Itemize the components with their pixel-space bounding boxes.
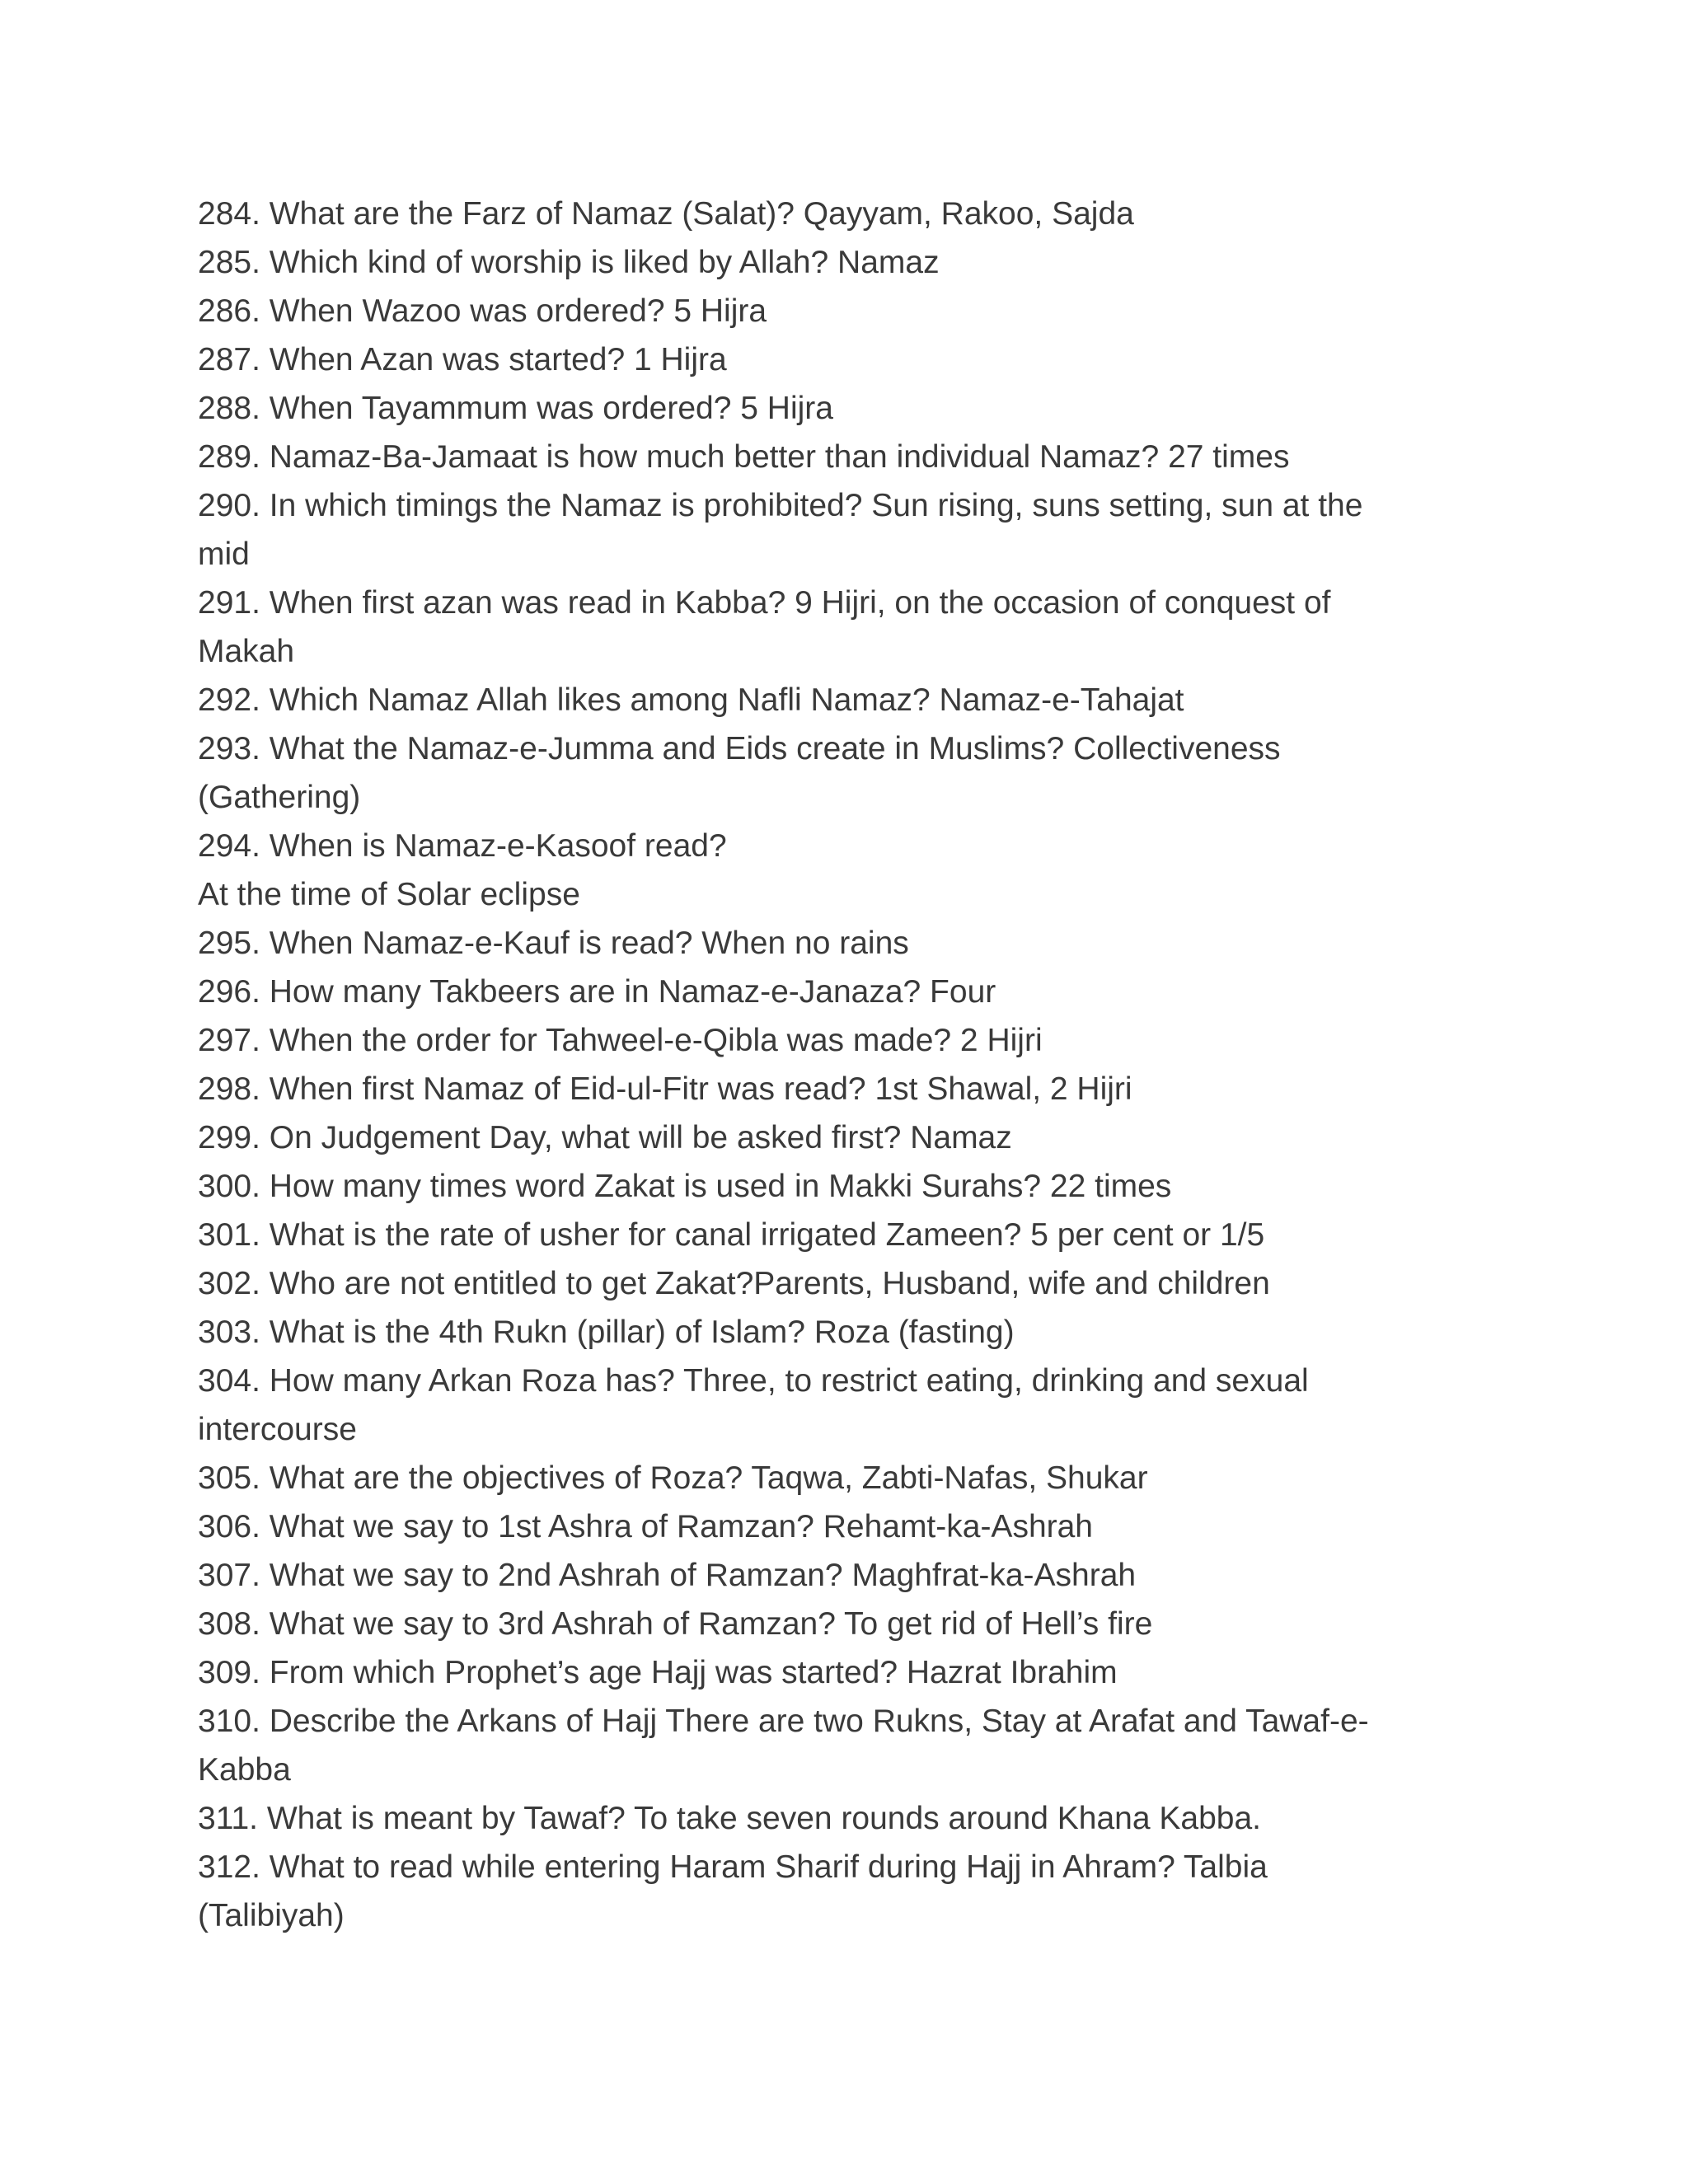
text-line: 292. Which Namaz Allah likes among Nafli Namaz? Namaz-e-Tahajat	[198, 682, 1184, 718]
text-line: 308. What we say to 3rd Ashrah of Ramzan? To get rid of Hell’s fire	[198, 1606, 1153, 1642]
text-line: 285. Which kind of worship is liked by Allah? Namaz	[198, 245, 940, 280]
text-line: mid	[198, 537, 250, 572]
text-line: 299. On Judgement Day, what will be asked first? Namaz	[198, 1120, 1012, 1155]
text-line: 286. When Wazoo was ordered? 5 Hijra	[198, 293, 767, 329]
text-line: 294. When is Namaz-e-Kasoof read?	[198, 828, 727, 864]
text-line: (Talibiyah)	[198, 1898, 345, 1933]
text-line: 312. What to read while entering Haram Sharif during Hajj in Ahram? Talbia	[198, 1849, 1268, 1885]
text-line: 300. How many times word Zakat is used in Makki Surahs? 22 times	[198, 1169, 1172, 1204]
text-line: 298. When first Namaz of Eid-ul-Fitr was read? 1st Shawal, 2 Hijri	[198, 1071, 1132, 1107]
text-line: intercourse	[198, 1412, 357, 1447]
text-line: 293. What the Namaz-e-Jumma and Eids create in Muslims? Collectiveness	[198, 731, 1281, 766]
text-line: 291. When first azan was read in Kabba? 9 Hijri, on the occasion of conquest of	[198, 585, 1331, 621]
text-line: 288. When Tayammum was ordered? 5 Hijra	[198, 391, 833, 426]
text-line: 296. How many Takbeers are in Namaz-e-Janaza? Four	[198, 974, 996, 1010]
text-line: 306. What we say to 1st Ashra of Ramzan? Rehamt-ka-Ashrah	[198, 1509, 1094, 1544]
text-line: Kabba	[198, 1752, 291, 1788]
text-line: 304. How many Arkan Roza has? Three, to restrict eating, drinking and sexual	[198, 1363, 1309, 1399]
text-line: 311. What is meant by Tawaf? To take seven rounds around Khana Kabba.	[198, 1801, 1262, 1836]
text-line: 297. When the order for Tahweel-e-Qibla was made? 2 Hijri	[198, 1023, 1043, 1058]
text-line: 310. Describe the Arkans of Hajj There are two Rukns, Stay at Arafat and Tawaf-e-	[198, 1704, 1369, 1739]
text-line: 309. From which Prophet’s age Hajj was started? Hazrat Ibrahim	[198, 1655, 1118, 1690]
text-line: Makah	[198, 634, 295, 669]
text-line: 303. What is the 4th Rukn (pillar) of Islam? Roza (fasting)	[198, 1315, 1015, 1350]
text-line: 301. What is the rate of usher for canal irrigated Zameen? 5 per cent or 1/5	[198, 1217, 1265, 1253]
text-line: 302. Who are not entitled to get Zakat?Parents, Husband, wife and children	[198, 1266, 1270, 1301]
text-line: 284. What are the Farz of Namaz (Salat)? Qayyam, Rakoo, Sajda	[198, 196, 1134, 232]
text-line: 290. In which timings the Namaz is prohibited? Sun rising, suns setting, sun at the	[198, 488, 1363, 523]
text-line: 305. What are the objectives of Roza? Taqwa, Zabti-Nafas, Shukar	[198, 1460, 1148, 1496]
text-line: 289. Namaz-Ba-Jamaat is how much better than individual Namaz? 27 times	[198, 439, 1290, 475]
text-line: At the time of Solar eclipse	[198, 877, 580, 912]
text-line: (Gathering)	[198, 780, 361, 815]
text-line: 307. What we say to 2nd Ashrah of Ramzan? Maghfrat-ka-Ashrah	[198, 1558, 1137, 1593]
text-line: 287. When Azan was started? 1 Hijra	[198, 342, 727, 377]
text-line: 295. When Namaz-e-Kauf is read? When no rains	[198, 926, 909, 961]
document-text-block	[198, 190, 1434, 1940]
